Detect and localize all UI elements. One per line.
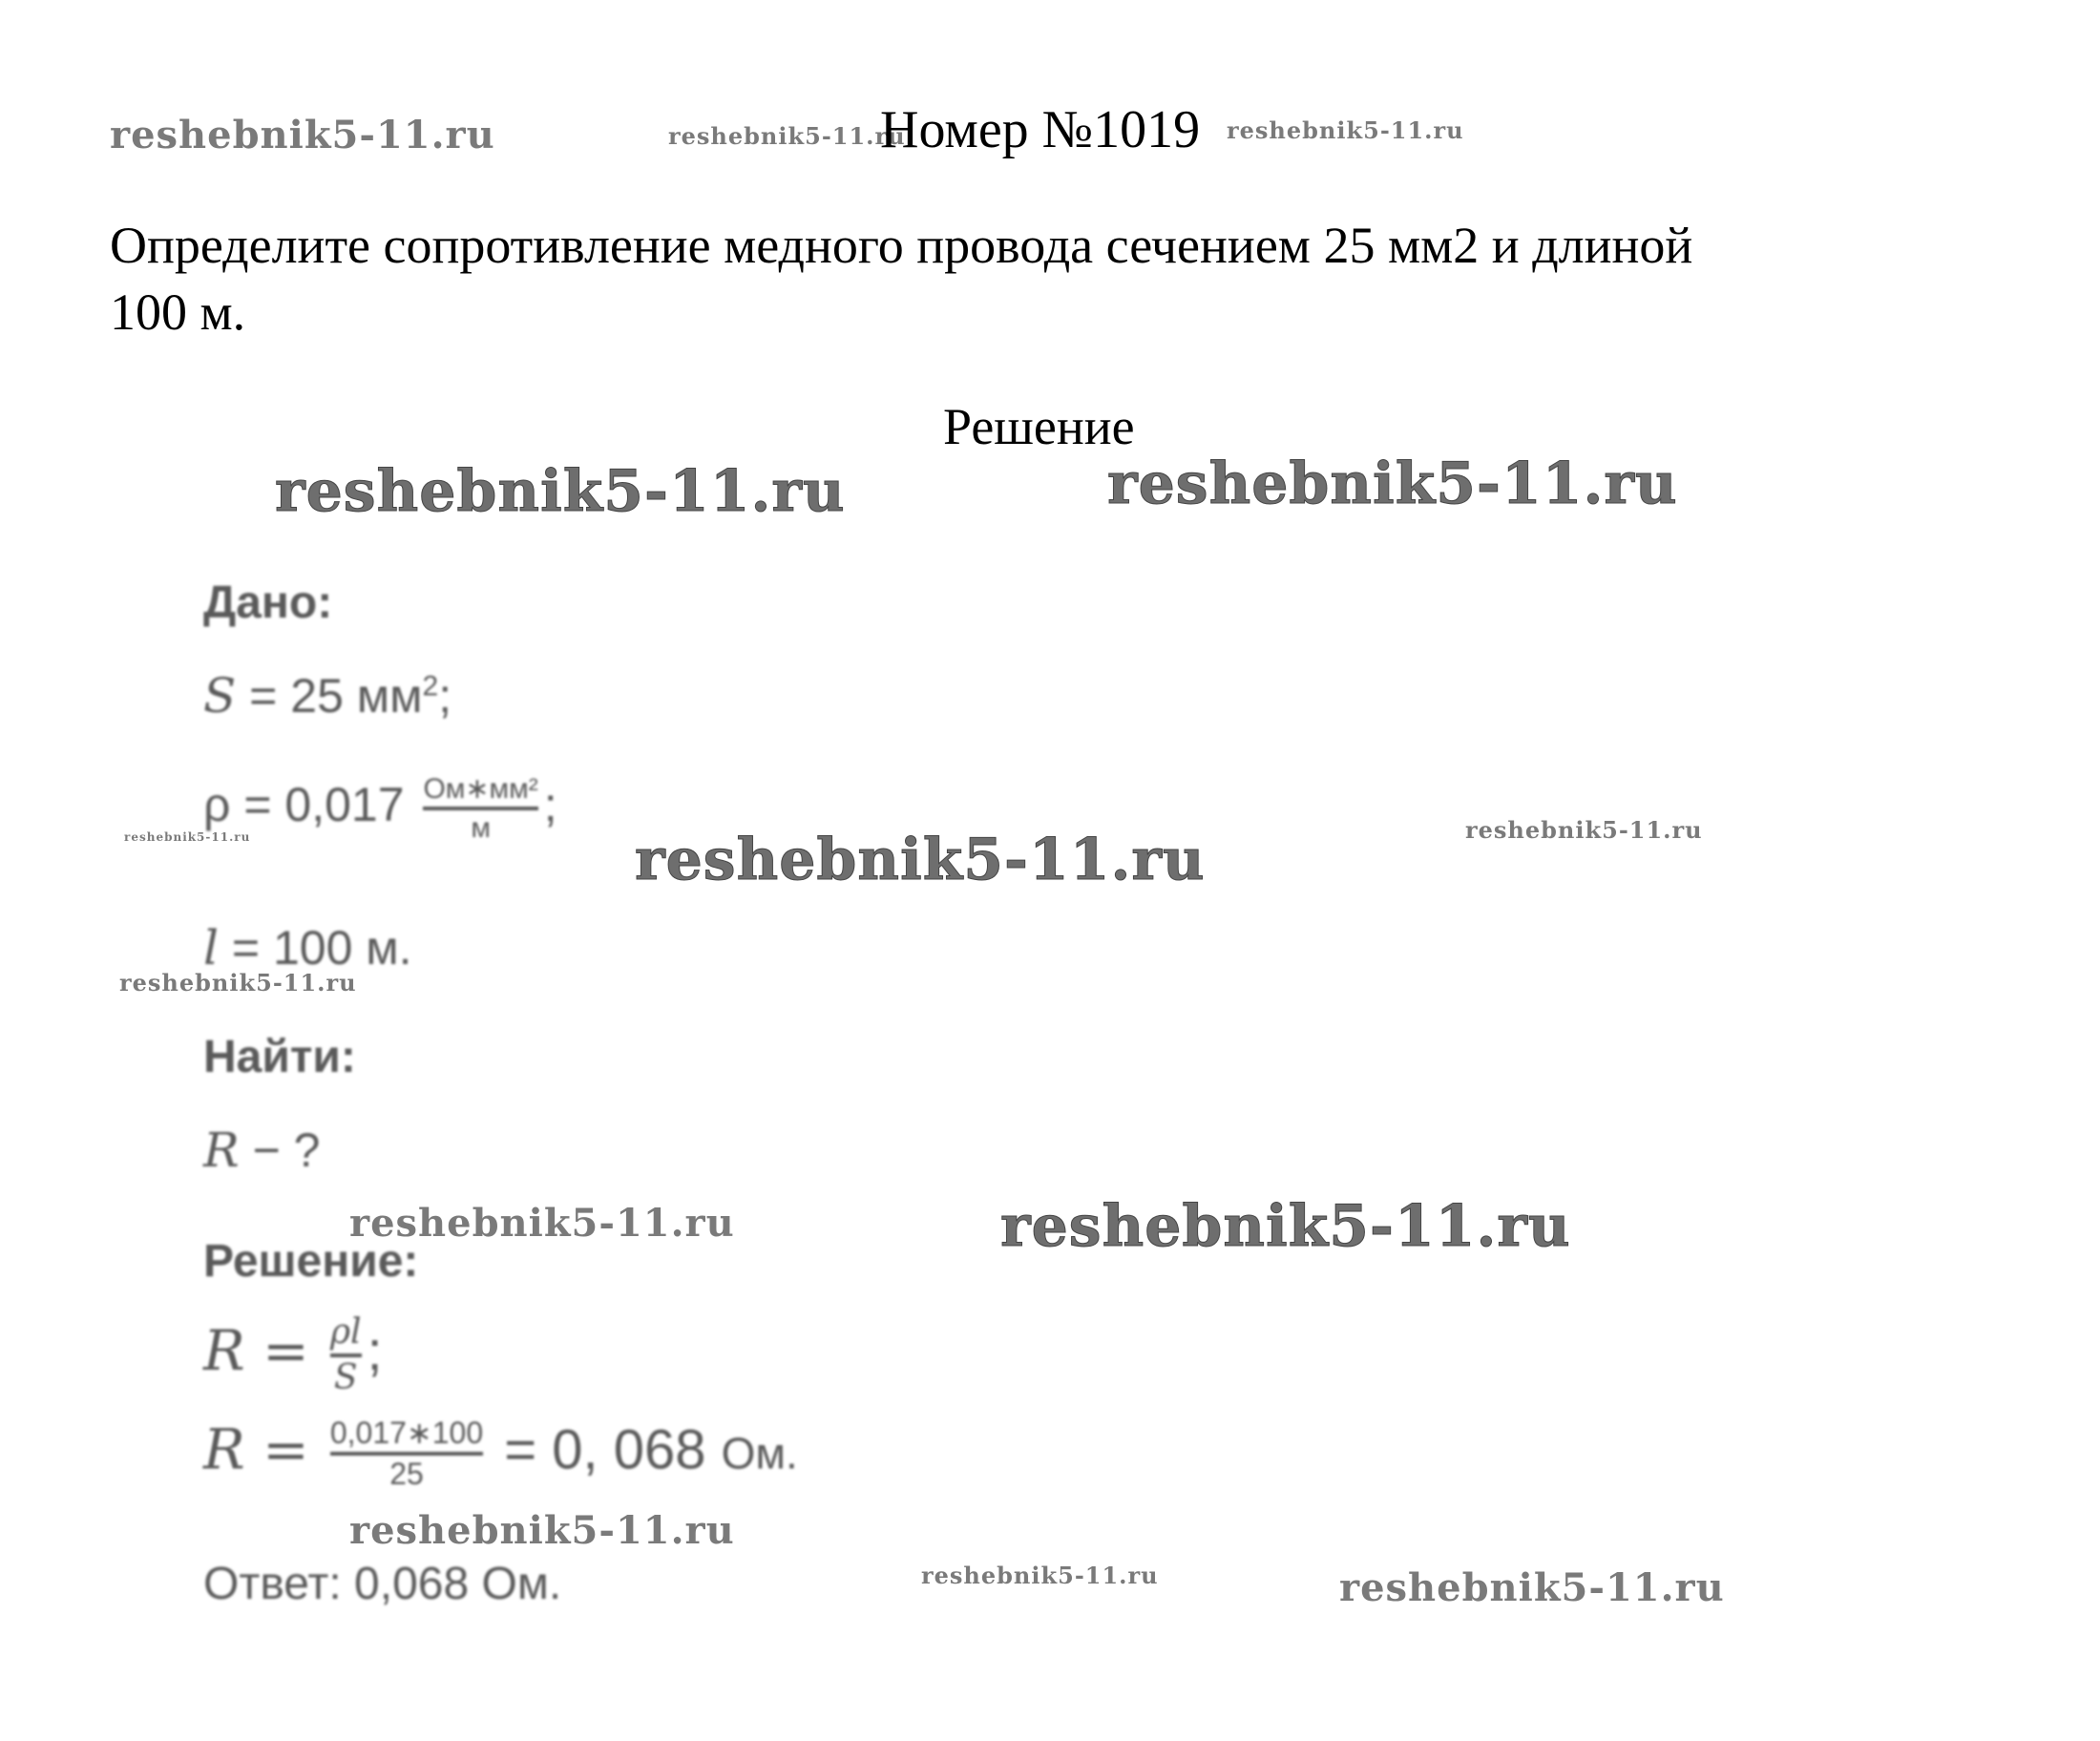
given-area — [203, 668, 452, 724]
formula-lhs: R = — [203, 1317, 309, 1383]
formula-line — [203, 1313, 383, 1396]
watermark: reshebnik5-11.ru — [110, 113, 495, 157]
calculation-line — [203, 1416, 798, 1491]
fraction-bar — [330, 1452, 483, 1456]
watermark: reshebnik5-11.ru — [1107, 451, 1678, 517]
watermark: reshebnik5-11.ru — [1465, 816, 1703, 844]
area-variable: S — [203, 668, 237, 724]
area-value: = 25 мм — [249, 669, 423, 723]
formula-denominator: S — [333, 1357, 358, 1397]
resistivity-unit-fraction — [423, 773, 537, 844]
resistivity-unit-denominator: м — [471, 812, 491, 844]
solution-heading: Решение — [943, 398, 1135, 455]
find-label: Найти: — [203, 1032, 356, 1082]
calc-result: = 0, 068 — [504, 1418, 706, 1481]
watermark: reshebnik5-11.ru — [1000, 1193, 1571, 1260]
watermark: reshebnik5-11.ru — [124, 830, 251, 844]
length-variable: l — [203, 920, 219, 975]
given-label: Дано: — [203, 577, 333, 628]
formula-fraction — [330, 1313, 362, 1396]
watermark: reshebnik5-11.ru — [1339, 1565, 1725, 1610]
calc-denominator: 25 — [389, 1457, 424, 1492]
given-length — [203, 920, 412, 975]
calc-unit: Ом. — [721, 1428, 798, 1479]
area-exponent: 2 — [422, 670, 439, 703]
formula-numerator: ρl — [329, 1312, 362, 1352]
calc-numerator: 0,017∗100 — [329, 1416, 484, 1450]
answer: Ответ: 0,068 Ом. — [203, 1559, 562, 1609]
given-resistivity — [203, 773, 557, 844]
watermark: reshebnik5-11.ru — [119, 969, 357, 996]
watermark: reshebnik5-11.ru — [349, 1508, 735, 1553]
page-title: Номер №1019 — [880, 100, 1201, 159]
fraction-bar — [330, 1353, 362, 1357]
watermark: reshebnik5-11.ru — [275, 458, 846, 525]
problem-statement: Определите сопротивление медного провода сечением 25 мм2 и длиной 100 м. — [110, 217, 1693, 341]
watermark: reshebnik5-11.ru — [635, 827, 1206, 893]
area-end: ; — [438, 669, 452, 723]
watermark: reshebnik5-11.ru — [668, 122, 906, 150]
watermark: reshebnik5-11.ru — [1227, 116, 1464, 144]
resistivity-value: ρ = 0,017 — [203, 778, 405, 832]
watermark: reshebnik5-11.ru — [349, 1201, 735, 1246]
resistivity-unit-numerator: Ом∗мм² — [423, 773, 538, 805]
fraction-bar — [423, 807, 537, 810]
watermark: reshebnik5-11.ru — [921, 1562, 1159, 1589]
solution-label: Решение: — [203, 1236, 419, 1287]
unknown-mark: − ? — [252, 1123, 321, 1177]
calc-lhs: R = — [203, 1416, 309, 1482]
find-unknown — [203, 1122, 320, 1178]
resistivity-end: ; — [543, 778, 557, 832]
unknown-variable: R — [203, 1122, 240, 1178]
formula-end: ; — [367, 1319, 383, 1382]
length-value: = 100 м. — [231, 921, 412, 975]
calc-fraction — [330, 1416, 483, 1491]
